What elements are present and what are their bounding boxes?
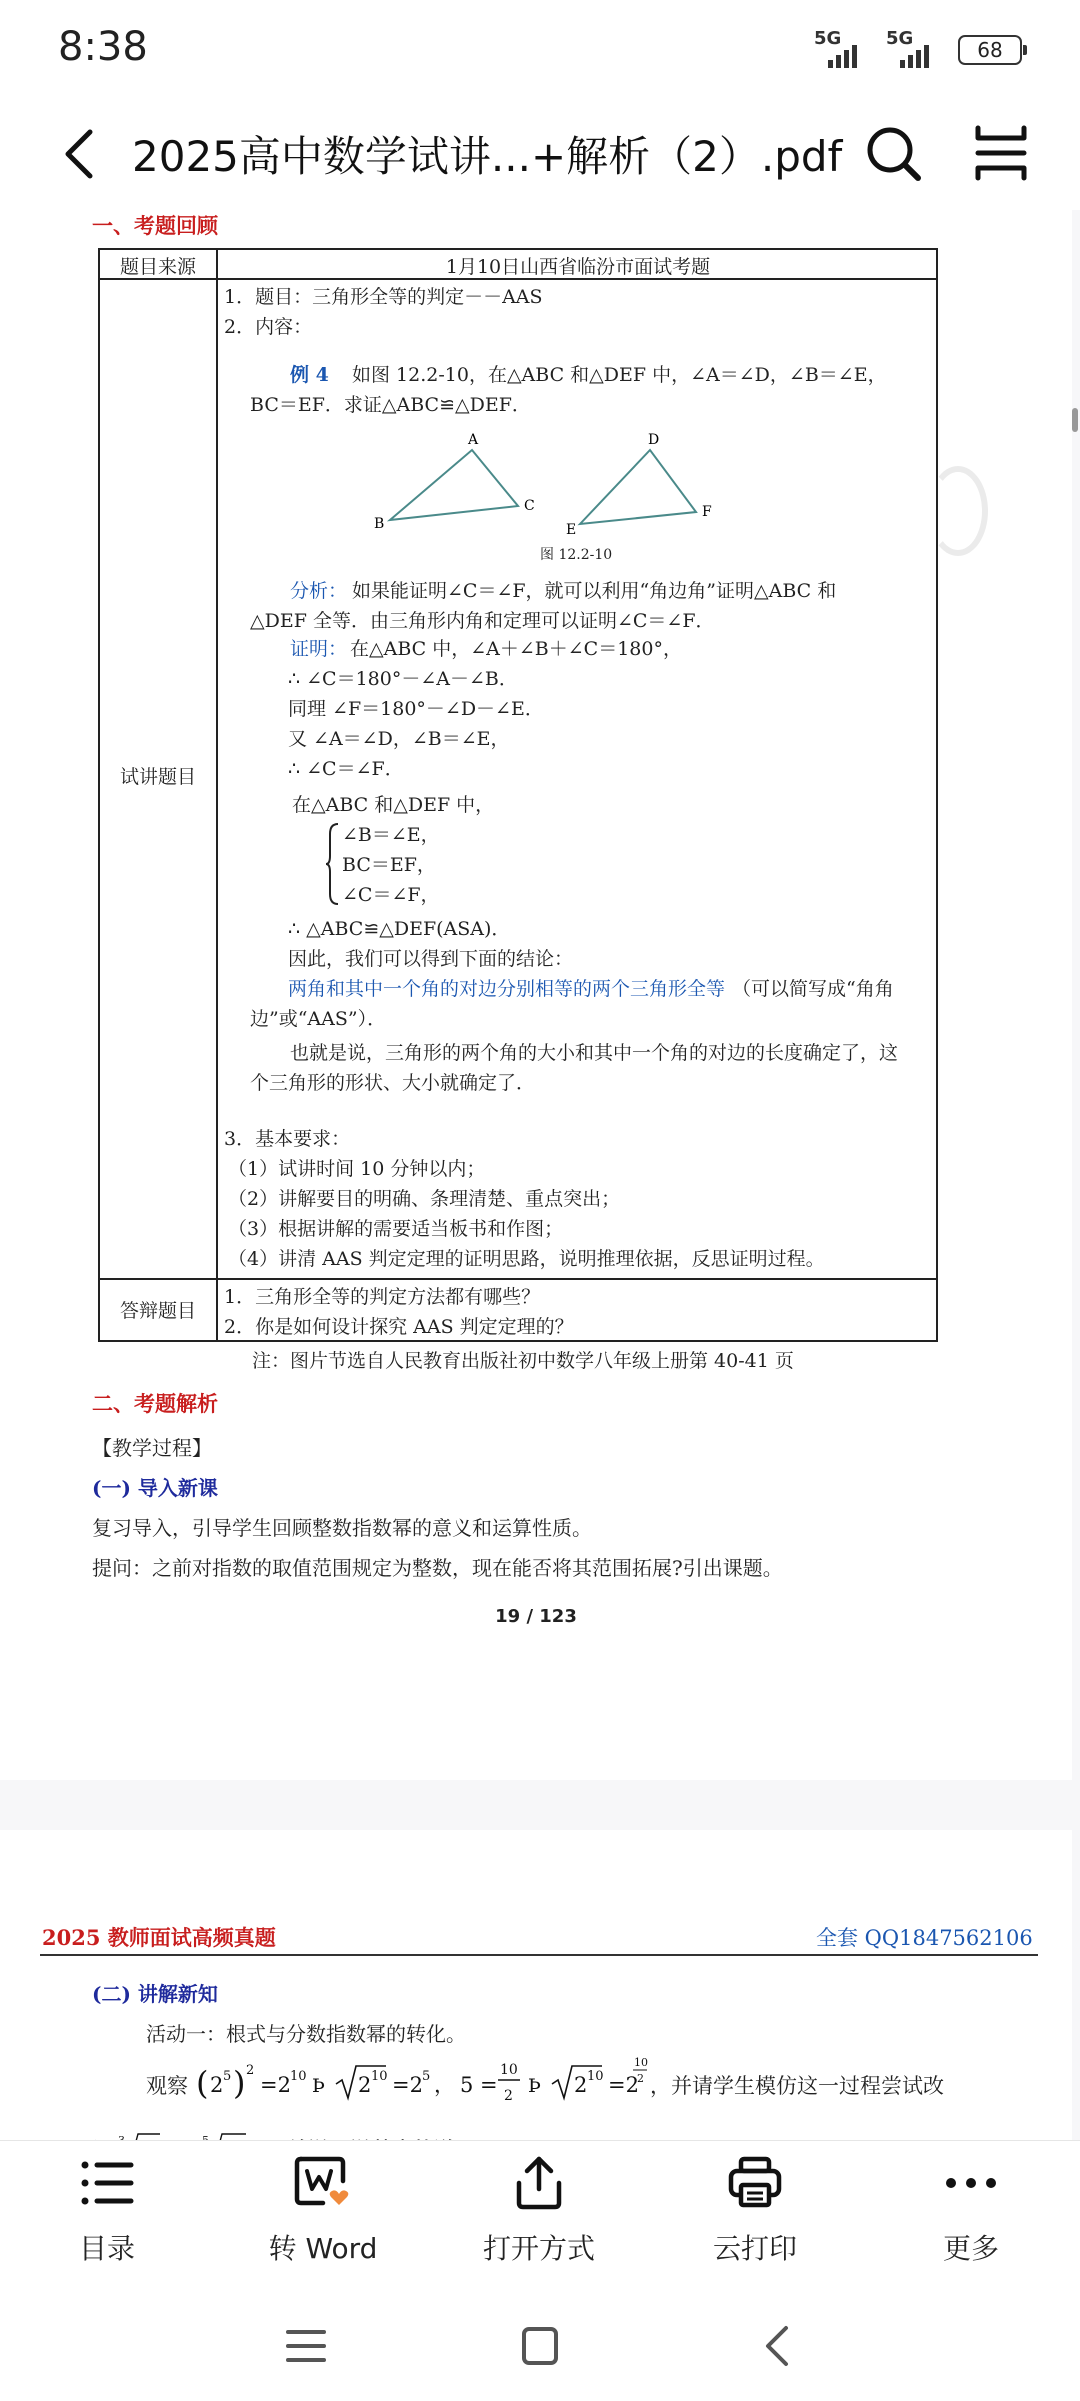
activity-text: 活动一：根式与分数指数幂的转化。 <box>146 2022 466 2046</box>
status-bar <box>0 0 1080 100</box>
svg-text:，: ， <box>434 2073 455 2097</box>
analysis-label: 分析： <box>290 580 348 602</box>
battery-icon <box>958 35 1022 65</box>
proof-line: ∴ ∠C＝∠F． <box>288 758 404 780</box>
figure-caption: 图 12.2-10 <box>540 547 613 563</box>
svg-text:5: 5 <box>422 2069 431 2084</box>
toolbar-label: 打开方式 <box>482 2232 595 2265</box>
svg-text:10: 10 <box>634 2056 648 2069</box>
requirement-item: （3）根据讲解的需要适当板书和作图； <box>228 1218 564 1240</box>
signal-icon <box>814 30 872 70</box>
toolbar-open-with-button[interactable] <box>464 2155 614 2285</box>
page-header-right: 全套 QQ1847562106 <box>816 1926 1033 1950</box>
toolbar-more-button[interactable] <box>896 2155 1046 2285</box>
subsection-heading: (二) 讲解新知 <box>92 1982 218 2006</box>
requirements-title: 3．基本要求： <box>224 1128 351 1150</box>
signal-label: 5G <box>814 28 842 49</box>
figure-label: C <box>524 498 535 514</box>
battery-level: 68 <box>977 38 1003 62</box>
triangle-figure <box>370 428 740 542</box>
svg-text:10: 10 <box>500 2062 518 2078</box>
explain-text: 也就是说，三角形的两个角的大小和其中一个角的对边的长度确定了，这 <box>290 1042 899 1064</box>
example-text: 如图 12.2-10，在△ABC 和△DEF 中，∠A＝∠D，∠B＝∠E， <box>352 364 887 386</box>
svg-text:5 =: 5 = <box>460 2073 498 2097</box>
svg-text:Þ: Þ <box>528 2075 541 2097</box>
word-convert-icon <box>293 2155 353 2211</box>
pdf-page <box>0 210 1072 1780</box>
page-header-left: 2025 教师面试高频真题 <box>42 1925 276 1950</box>
proof-line: ∴ ∠C＝180°－∠A－∠B． <box>288 668 518 690</box>
proof-line: 在△ABC 和△DEF 中， <box>292 794 495 816</box>
back-icon <box>748 2316 808 2376</box>
proof-line: 又 ∠A＝∠D，∠B＝∠E， <box>288 728 510 750</box>
document-title: 2025高中数学试讲...+解析（2）.pdf <box>132 132 843 181</box>
svg-text:): ) <box>233 2064 246 2102</box>
home-square-icon <box>510 2316 570 2376</box>
search-button[interactable] <box>862 122 924 184</box>
scrollbar-thumb[interactable] <box>1072 408 1078 432</box>
system-nav-bar <box>0 2290 1080 2401</box>
brace-line: ∠B＝∠E， <box>342 824 440 846</box>
paragraph: 复习导入，引导学生回顾整数指数幂的意义和运算性质。 <box>92 1516 592 1540</box>
toolbar-label: 目录 <box>78 2232 135 2265</box>
defense-item: 1．三角形全等的判定方法都有哪些？ <box>224 1286 541 1308</box>
svg-text:=2: =2 <box>392 2073 423 2097</box>
lecture-item: 2．内容： <box>224 316 313 338</box>
svg-text:2: 2 <box>574 2073 588 2097</box>
figure-label: E <box>566 522 577 538</box>
header-divider <box>40 1954 1038 1956</box>
paragraph: 提问：之前对指数的取值范围规定为整数，现在能否将其范围拓展?引出课题。 <box>92 1556 783 1580</box>
exam-table <box>98 248 938 1342</box>
search-icon <box>862 122 924 184</box>
brace-icon <box>326 822 340 906</box>
section-heading: 一、考题回顾 <box>92 213 218 238</box>
svg-text:=2: =2 <box>260 2073 291 2097</box>
requirement-item: （2）讲解要目的明确、条理清楚、重点突出； <box>228 1188 621 1210</box>
signal-label: 5G <box>886 28 914 49</box>
theorem-text: 边”或“AAS”）． <box>250 1008 387 1030</box>
back-button[interactable] <box>52 124 112 184</box>
toolbar-contents-button[interactable] <box>32 2155 182 2285</box>
list-icon <box>77 2155 137 2211</box>
brace-line: BC＝EF， <box>342 854 436 876</box>
lecture-item: 1．题目：三角形全等的判定－－AAS <box>224 286 543 308</box>
loading-spinner <box>928 466 988 556</box>
svg-text:=2: =2 <box>608 2073 639 2097</box>
theorem-text: 两角和其中一个角的对边分别相等的两个三角形全等 <box>288 978 726 1000</box>
svg-text:10: 10 <box>290 2069 307 2084</box>
requirement-item: （4）讲清 AAS 判定定理的证明思路，说明推理依据，反思证明过程。 <box>228 1248 825 1270</box>
svg-text:2: 2 <box>210 2073 224 2097</box>
proof-line: 在△ABC 中，∠A＋∠B＋∠C＝180°， <box>350 638 682 660</box>
figure-label: D <box>648 432 660 448</box>
section-heading: 二、考题解析 <box>92 1391 218 1416</box>
toolbar-label: 更多 <box>942 2232 999 2265</box>
expand-icon <box>970 122 1032 184</box>
image-note: 注：图片节选自人民教育出版社初中数学八年级上册第 40-41 页 <box>252 1350 794 1372</box>
figure-label: B <box>374 516 385 532</box>
chevron-left-icon <box>52 124 112 184</box>
example-text: BC＝EF．求证△ABC≌△DEF． <box>250 394 531 416</box>
theorem-text: （可以简写成“角角 <box>732 978 894 1000</box>
printer-icon <box>725 2155 785 2211</box>
share-icon <box>509 2155 569 2211</box>
observe-text: 观察 <box>146 2074 188 2098</box>
subsection-heading: (一) 导入新课 <box>92 1476 218 1500</box>
expand-button[interactable] <box>970 122 1032 184</box>
conclusion: ∴ △ABC≌△DEF(ASA)． <box>288 918 511 940</box>
page-number: 19 / 123 <box>495 1606 577 1627</box>
status-time: 8:38 <box>58 24 148 70</box>
nav-home-button[interactable] <box>510 2316 570 2376</box>
teaching-process-label: 【教学过程】 <box>92 1436 212 1460</box>
explain-text: 个三角形的形状、大小就确定了． <box>250 1072 536 1094</box>
toolbar-word-button[interactable] <box>248 2155 398 2285</box>
conclusion: 因此，我们可以得到下面的结论： <box>288 948 574 970</box>
proof-line: 同理 ∠F＝180°－∠D－∠E． <box>288 698 544 720</box>
math-formula <box>190 2048 650 2114</box>
bottom-toolbar <box>0 2140 1080 2290</box>
row-label-lecture: 试讲题目 <box>119 766 196 788</box>
toolbar-cloud-print-button[interactable] <box>680 2155 830 2285</box>
figure-label: A <box>468 432 479 448</box>
svg-text:2: 2 <box>504 2088 513 2104</box>
example-label: 例 4 <box>290 364 329 386</box>
nav-back-button[interactable] <box>748 2316 808 2376</box>
toolbar-label: 转 Word <box>268 2232 378 2265</box>
menu-icon <box>276 2316 336 2376</box>
status-icons <box>814 30 1022 70</box>
requirement-item: （1）试讲时间 10 分钟以内； <box>228 1158 486 1180</box>
observe-text: ，并请学生模仿这一过程尝试改 <box>650 2074 944 2098</box>
analysis-text: △DEF 全等．由三角形内角和定理可以证明∠C＝∠F． <box>250 610 715 632</box>
defense-item: 2．你是如何设计探究 AAS 判定定理的？ <box>224 1316 574 1338</box>
svg-text:2: 2 <box>358 2073 372 2097</box>
nav-menu-button[interactable] <box>276 2316 336 2376</box>
svg-text:10: 10 <box>371 2069 388 2084</box>
svg-text:5: 5 <box>223 2069 232 2084</box>
svg-text:2: 2 <box>637 2072 644 2085</box>
pdf-viewer[interactable] <box>0 210 1080 2140</box>
analysis-text: 如果能证明∠C＝∠F，就可以利用“角边角”证明△ABC 和 <box>352 580 837 602</box>
svg-text:10: 10 <box>587 2069 604 2084</box>
table-header-value: 1月10日山西省临汾市面试考题 <box>445 256 711 278</box>
table-header-label: 题目来源 <box>119 256 196 278</box>
svg-text:Þ: Þ <box>312 2075 325 2097</box>
figure-label: F <box>702 504 712 520</box>
more-icon <box>941 2155 1001 2211</box>
title-bar <box>0 100 1080 210</box>
svg-text:2: 2 <box>246 2063 255 2078</box>
toolbar-label: 云打印 <box>712 2232 797 2265</box>
brace-line: ∠C＝∠F， <box>342 884 440 906</box>
signal-icon <box>886 30 944 70</box>
svg-text:(: ( <box>196 2064 209 2102</box>
row-label-defense: 答辩题目 <box>119 1300 196 1322</box>
proof-label: 证明： <box>290 638 348 660</box>
